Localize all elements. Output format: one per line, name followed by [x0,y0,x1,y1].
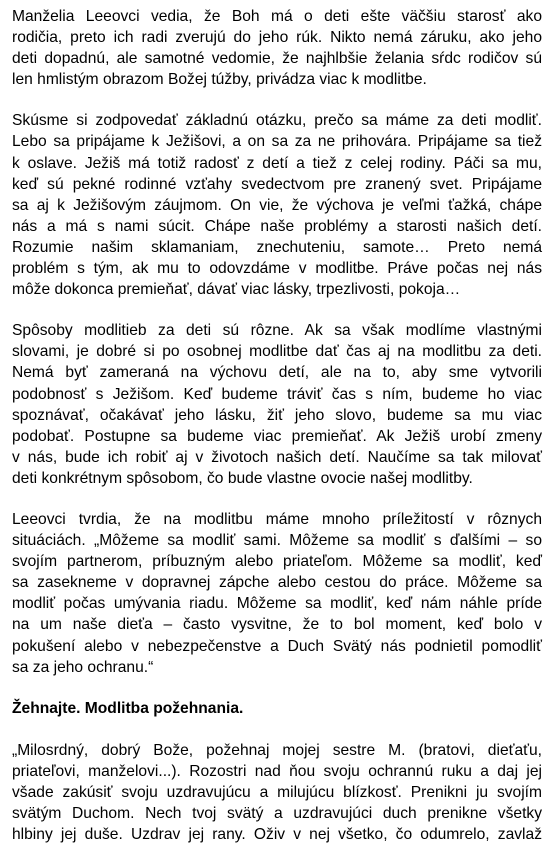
text-line: nás a má s nami súcit. Chápe naše problémy a starosti našich detí. [12,217,542,235]
text-line: Leeovci tvrdia, že na modlitbu máme mnoho príležitostí v rôznych [12,510,542,528]
document-page [12,6,542,865]
text-line: sa za jeho ochranu.“ [12,658,154,676]
text-line: problém s tým, ak mu to odovzdáme v modlitbe. Práve počas nej nás [12,260,542,278]
section-heading: Žehnajte. Modlitba požehnania. [12,699,244,717]
text-line: svojím partnerom, príbuzným alebo priateľom. Môžeme sa modliť, keď [12,553,542,571]
paragraph-5 [12,740,542,845]
text-line: keď sú pekné rodinné vzťahy svedectvom pre zranený svet. Pripájame [12,175,542,193]
paragraph-4 [12,509,542,678]
paragraph-2 [12,110,542,300]
text-line: deti konkrétnym spôsobom, čo bude vlastne ovocie našej modlitby. [12,469,473,487]
text-line: situáciách. „Môžeme sa modliť sami. Môžeme sa modliť s ďalšími – so [12,532,542,550]
text-line: Manželia Leeovci vedia, že Boh má o deti ešte väčšiu starosť ako [12,8,542,25]
text-line: modliť počas umývania riadu. Môžeme sa modliť, keď nám náhle príde [12,595,542,613]
text-line: v nás, bude ich robiť aj v životoch našich detí. Naučíme sa tak milovať [12,448,542,466]
text-line: k oslave. Ježiš má totiž radosť z detí a tiež z celej rodiny. Páči sa mu, [12,154,542,172]
text-line: môže dokonca premieňať, dávať viac lásky, trpezlivosti, pokoja… [12,281,461,299]
text-line: hlbiny jej duše. Uzdrav jej rany. Oživ v nej všetko, čo odumrelo, zavlaž [12,826,542,844]
text-line: Spôsoby modlitieb za deti sú rôzne. Ak sa však modlíme vlastnými [12,322,542,340]
text-line: podobnosť s Ježišom. Keď budeme tráviť čas s ním, budeme ho viac [12,385,542,403]
text-line: všade zakúsiť svoju uzdravujúcu a milujúcu blízkosť. Prenikni ju svojím [12,784,542,801]
text-line: pokušení alebo v nebezpečenstve a Duch Svätý nás podnietil pomodliť [12,637,542,655]
text-line: deti dopadnú, ale samotné vedomie, že najhlbšie želania sŕdc rodičov sú [12,50,542,68]
text-line: podobať. Postupne sa budeme viac premieňať. Ak Ježiš urobí zmeny [12,427,542,445]
text-line: slovami, je dobré si po osobnej modlitbe dať čas aj na modlitbu za deti. [12,343,542,361]
text-line: priateľovi, manželovi...). Rozostri nad ňou svoju ochrannú ruku a daj jej [12,762,542,780]
paragraph-1 [12,6,542,90]
text-line: Lebo sa pripájame k Ježišovi, a on sa za ne prihovára. Pripájame sa tiež [12,133,542,151]
text-line: sa aj k Ježišovým záujmom. On vie, že výchova je veľmi ťažká, chápe [12,196,542,214]
text-line: Nemá byť zameraná na výchovu detí, ale na to, aby sme vytvorili [12,364,542,382]
text-line: Skúsme si zodpovedať základnú otázku, prečo sa máme za deti modliť. [12,112,542,130]
text-line: sa zasekneme v dopravnej zápche alebo cestou do práce. Môžeme sa [12,574,542,592]
paragraph-3 [12,320,542,489]
text-line: Rozumie našim sklamaniam, znechuteniu, samote… Preto nemá [12,238,542,256]
text-line: len hmlistým obrazom Božej túžby, privádza viac k modlitbe. [12,71,427,89]
text-line: svätým Duchom. Nech tvoj svätý a uzdravujúci duch prenikne všetky [12,805,542,823]
text-line: „Milosrdný, dobrý Bože, požehnaj mojej sestre M. (bratovi, dieťaťu, [12,741,542,759]
text-line: rodičia, preto ich radi zverujú do jeho rúk. Nikto nemá záruku, ako jeho [12,29,542,47]
text-line: spoznávať, očakávať jeho lásku, žiť jeho slovo, budeme sa mu viac [12,406,542,424]
text-line: na um naše dieťa – často vysvitne, že to bol moment, keď bolo v [12,616,542,634]
